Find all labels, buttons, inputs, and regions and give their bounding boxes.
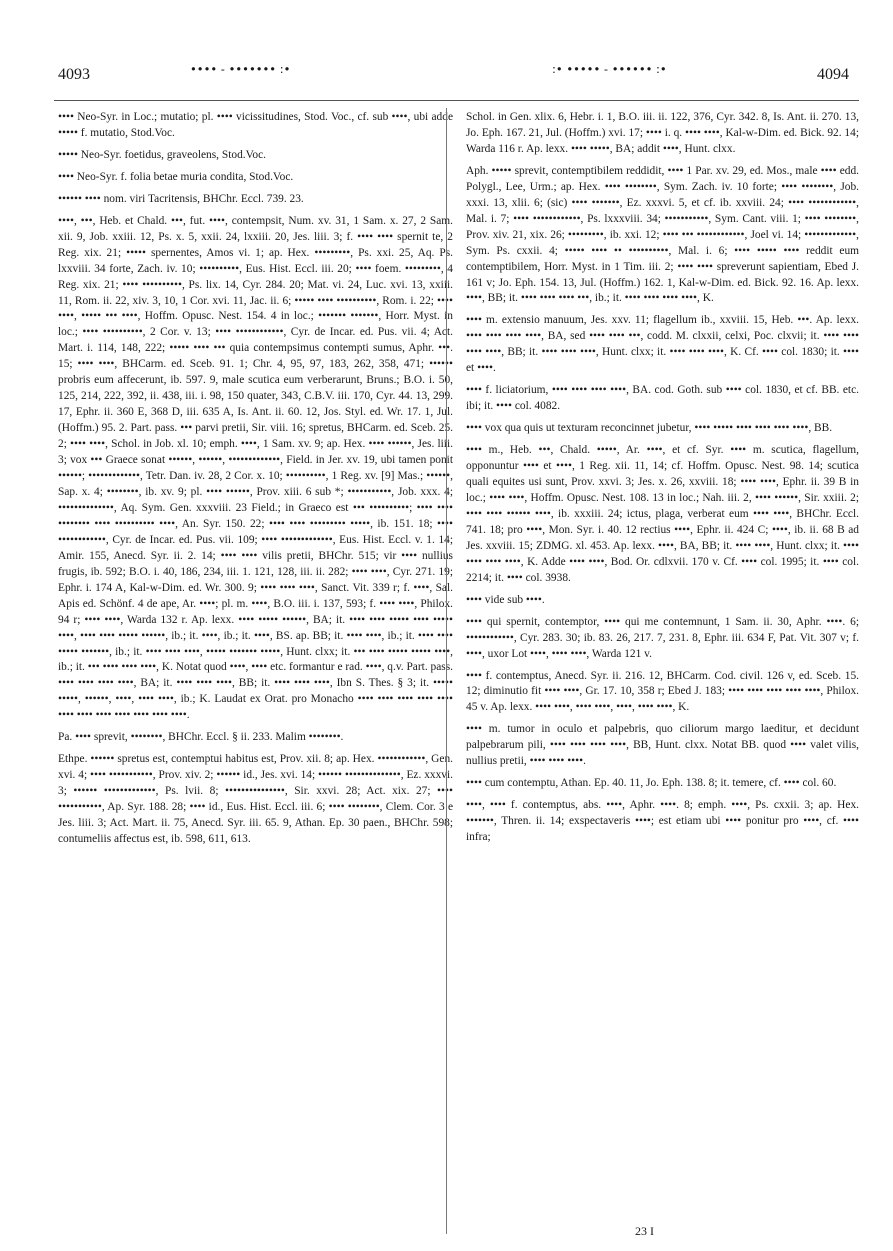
entry: ••••, •••• f. contemptus, abs. ••••, Aphr. ••••. 8; emph. ••••, Ps. cxxii. 3; ap. Hex. •••••••, Thren. ii. 14; exspectaveris ••••; est etiam ubi •••• ponitur pro ••••, cf. •••• infra; <box>466 799 859 844</box>
entry: Aph. ••••• sprevit, contemptibilem reddidit, •••• 1 Par. xv. 29, ed. Mos., male •••• edd. Polygl., Lee, Urm.; ap. Hex. •••• ••••••••, Sym. Zach. iv. 10 forte; •••• ••••••••, Job. xxxi. 13, xlii. 6; (sic) •••• •••••••, Ez. xxxvi. 5, et cf. ib. xxviii. 24; •••• ••••••••••••, Mal. i. 7; •••• ••••••••••••, Ps. lxxxviii. 34; •••••••••••, Sym. Cant. viii. 1; •••• ••••••••, Prov. xiv. 21, xix. 26; •••••••••, ib. xxi. 12; •••• ••• ••••••••••••, Joel vi. 14; •••••••••••••, Sym. Ps. cxxii. 4; ••••• •••• •• ••••••••••, Mal. i. 6; •••• ••••• •••• reddit eum contemptibilem, Horr. Myst. in 1 Tim. iii. 2; •••• •••• spreverunt sapientiam, Ebed J. 161 v; Jo. Eph. 154. 13, Jul. (Hoffm.) 162. 1, Kal-w-Dim. ed. Bick. 92. 16. Ap. lexx. ••••, BB; it. •••• •••• •••• •••, ib.; it. •••• •••• •••• ••••, K. <box>466 164 859 305</box>
page-header <box>54 62 853 96</box>
header-rule <box>54 100 859 101</box>
running-head-left: •••• - ••••••• :• <box>190 62 291 76</box>
entry: •••• m. tumor in oculo et palpebris, quo ciliorum margo laeditur, et decidunt palpebrarum pili, •••• •••• •••• ••••, BB, Hunt. clxx. Notat BB. quod •••• valet vilis, nullius pretii, •••• •••• ••••. <box>466 723 859 768</box>
entry: Pa. •••• sprevit, ••••••••, BHChr. Eccl. § ii. 233. Malim ••••••••. <box>58 731 344 744</box>
entry: •••• m. extensio manuum, Jes. xxv. 11; flagellum ib., xxviii. 15, Heb. •••. Ap. lexx. •••• •••• •••• ••••, BA, sed •••• •••• •••, codd. M. clxxii, celxi, Poc. clxvii; it. •••• •••• •••• ••••, BB; it. •••• •••• ••••, Hunt. clxx; it. •••• •••• ••••, K. Cf. •••• col. 1830; it. •••• et ••••. <box>466 314 859 375</box>
entry: •••• qui spernit, contemptor, •••• qui me contemnunt, 1 Sam. ii. 30, Aphr. ••••. 6; ••••••••••••, Cyr. 283. 30; ib. 83. 26, 217. 7, 231. 8, Ephr. iii. 634 F, Pat. Vit. 307 v; f. ••••, uxor Lot ••••, •••• ••••, Warda 121 v. <box>466 615 859 660</box>
entry: •••••• •••• nom. viri Tacritensis, BHChr. Eccl. 739. 23. <box>58 192 304 205</box>
page-number-left: 4093 <box>58 66 90 83</box>
entry: Ethpe. •••••• spretus est, contemptui habitus est, Prov. xii. 8; ap. Hex. ••••••••••••, Gen. xvi. 4; •••• •••••••••••, Prov. xiv. 2; •••••• id., Jes. xvi. 14; •••••• ••••••••••••••, Ez. xxxvi. 3; •••••• •••••••••••••, Ps. lvii. 8; •••••••••••••••, Sir. xxvi. 28; Act. xix. 27; •••• •••••••••••, Ap. Syr. 188. 28; •••• id., Eus. Hist. Eccl. iii. 6; •••• ••••••••, Clem. Cor. 3 e Jes. liii. 3; Act. Mart. ii. 75, Anecd. Syr. iii. 65. 9, Athan. Ep. 30 paen., BHChr. 598; contumeliis affectus est, ib. 598, 611, 613. <box>58 753 453 845</box>
entry: •••• f. liciatorium, •••• •••• •••• ••••, BA. cod. Goth. sub •••• col. 1830, et cf. BB. etc. ibi; it. •••• col. 4082. <box>466 384 859 413</box>
entry: •••• vide sub ••••. <box>466 593 545 606</box>
entry: Schol. in Gen. xlix. 6, Hebr. i. 1, B.O. iii. ii. 122, 376, Cyr. 342. 8, Is. Ant. ii. 270. 13, Jo. Eph. 167. 21, Jul. (Hoffm.) xvi. 17; •••• i. q. •••• ••••, Kal-w-Dim. ed. Bick. 92. 14; Warda 116 r. Ap. lexx. •••• •••••, BA; addit ••••, Hunt. clxx. <box>466 111 859 155</box>
entry: •••• cum contemptu, Athan. Ep. 40. 11, Jo. Eph. 138. 8; it. temere, cf. •••• col. 60. <box>466 777 837 790</box>
column-right <box>466 110 859 852</box>
column-divider <box>446 108 447 1234</box>
entry: •••• m., Heb. •••, Chald. •••••, Ar. ••••, et cf. Syr. •••• m. scutica, flagellum, opponuntur •••• et ••••, 1 Reg. xii. 11, 14; cf. Hoffm. Opusc. Nest. 98. 14; scutica quali equites usi sunt, Prov. xxvi. 3; Jes. x. 26, xxviii. 18; •••• ••••, Ephr. ii. 39 B in loc.; •••• ••••, Hoffm. Opusc. Nest. 108. 13 in loc.; Nah. iii. 2, •••• ••••••, Sir. xxiii. 2; •••• •••• •••••• ••••, ib. xxxiii. 24; ictus, plaga, verberat eum •••• ••••, BHChr. Eccl. 741. 18; pro ••••, Mon. Syr. i. 40. 12 rectius ••••, Ephr. ii. 424 C; ••••, ib. ii. 68 B ad Jes. xxviii. 15; ZDMG. xl. 453. Ap. lexx. ••••, BA, BB; it. •••• ••••, Hunt. clxx; it. •••• •••• •••• ••••, K. Adde •••• ••••, Bod. Or. cdlxvii. 170 v. Cf. •••• col. 1995; it. •••• col. 2214; it. •••• col. 3938. <box>466 444 859 584</box>
page-number-right: 4094 <box>817 66 849 83</box>
entry: ••••• Neo-Syr. foetidus, graveolens, Stod.Voc. <box>58 148 266 161</box>
running-head-right: :• ••••• - •••••• :• <box>552 62 667 76</box>
entry: •••• Neo-Syr. in Loc.; mutatio; pl. •••• vicissitudines, Stod. Voc., cf. sub ••••, ubi adde ••••• f. mutatio, Stod.Voc. <box>58 111 453 139</box>
entry: ••••, •••, Heb. et Chald. •••, fut. ••••, contempsit, Num. xv. 31, 1 Sam. x. 27, 2 Sam. xii. 9, Job. xxiii. 12, Ps. x. 5, xxii. 24, lxxiii. 20, Jes. liii. 3; f. •••• •••• spernit te, 2 Reg. xix. 21; ••••• spernentes, Amos vi. 1; ap. Hex. •••••••••, Ps. xxi. 25, Aq. Ps. lxxviii. 34 forte, Zach. iv. 10; ••••••••••, Eus. Hist. Eccl. iii. 20; •••• foem. •••••••••, 4 Reg. xix. 21; •••• ••••••••••, Ps. lix. 14, Cyr. 284. 20; Mat. vi. 24, Luc. xvi. 13, xxiii. 11, Rom. ii. 22, xiv. 3, 10, 1 Cor. xvi. 11, Jac. ii. 6; ••••• •••• ••••••••••, Rom. i. 22; •••• ••••, ••••• ••• ••••, Hoffm. Opusc. Nest. 154. 4 in loc.; ••••••• •••••••, Horr. Myst. in loc.; •••• ••••••••••, 2 Cor. v. 13; •••• ••••••••••••, Cyr. de Incar. ed. Pus. vii. 4; Act. Mart. i. 114, 148, 222; ••••• •••• ••• quia contempsimus contempti sumus, Aphr. •••. 15; •••• ••••, BHCarm. ed. Sceb. 91. 1; Chr. 4, 95, 97, 183, 262, 358, 471; •••••• probris eum affecerunt, ib. 597. 9, male scutica eum verberarunt, Bruns.; B.O. i. 50, 125, 214, 222, 392, ii. 438, iii. i. 98, 150 quater, 343, C.B.V. iii. 170, Cyr. 44. 13, 299. 17, Ephr. ii. 360 E, 368 D, iii. 635 A, Is. Ant. ii. 60. 12, Jos. Styl. ed. Wr. 17. 1, Jul. (Hoffm.) 95. 2. Part. pass. ••• parvi pretii, Sir. viii. 16; spretus, BHCarm. ed. Sceb. 25. 2; •••• ••••, Schol. in Job. xl. 10; emph. ••••, 1 Sam. xv. 9; ap. Hex. •••• ••••••, Jes. liii. 3; vox ••• Graece sonat ••••••, ••••••, •••••••••••••, Field. in Jer. xv. 19, ubi tamen ponit ••••••; •••••••••••••, Tetr. Dan. iv. 28, 2 Cor. x. 10; ••••••••••, 1 Reg. xv. [9] Mas.; ••••••, Sap. x. 4; ••••••••, ib. xv. 9; pl. •••• ••••••, Prov. xiii. 6 sub *; •••••••••••, Job. xxx. 4; ••••••••••••••, Aq. Sym. Gen. xxxviii. 23 Field.; in Graeco est ••• ••••••••••; •••• •••• •••••••• •••• •••••••••• ••••, An. Syr. 150. 22; •••• •••• ••••••••• •••••, ib. 151. 18; •••• ••••••••••••, Cyr. de Incar. ed. Pus. vii. 109; •••• •••••••••••••, Eus. Hist. Eccl. v. 1. 14; Amir. 155, Anecd. Syr. ii. 2. 14; •••• •••• vilis pretii, BHChr. 515; vir •••• nullius frugis, ib. 592; B.O. i. 40, 186, 234, iii. 1. 121, 128, iii. ii. 282; •••• ••••, Cyr. 271. 19; Ephr. i. 174 A, Kal-w-Dim. ed. Wr. 300. 9; •••• •••• ••••, Sanct. Vit. 339 r; f. ••••, Sal. Apis ed. Schönf. 4 de ape, Ar. ••••; pl. m. ••••, B.O. iii. i. 137, 593; f. •••• ••••, Philox. 94 r; •••• ••••, Warda 132 r. Ap. lexx. •••• ••••• ••••••, BA; it. •••• •••• ••••• •••• ••••• ••••, •••• •••• ••••• ••••••, ib.; it. ••••, ib.; it. ••••, BS. ap. BB; it. •••• ••••, ib.; it. •••• •••• ••••• •••••••, ib.; it. •••• •••• ••••, ••••• ••••••• •••••, Hunt. clxx; it. ••• •••• ••••• ••••• ••••, ib.; it. ••• •••• •••• ••••, K. Notat quod ••••, •••• etc. formantur e rad. ••••, q.v. Part. pass. •••• •••• •••• ••••, BA; it. •••• •••• ••••, BB; it. •••• •••• ••••, Ibn S. Thes. § 3; it. ••••• •••••, ••••••, ••••, •••• ••••, ib.; K. Laudat ex Orat. pro Monacho •••• •••• •••• •••• •••• •••• •••• •••• •••• •••• •••• ••••. <box>58 214 453 722</box>
entry: •••• vox qua quis ut texturam reconcinnet jubetur, •••• ••••• •••• •••• •••• ••••, BB. <box>466 422 833 435</box>
folio-signature: 23 I <box>635 1224 654 1238</box>
entry: •••• f. contemptus, Anecd. Syr. ii. 216. 12, BHCarm. Cod. civil. 126 v, ed. Sceb. 15. 12; diminutio fit •••• ••••, Gr. 17. 10, 358 r; Ebed J. 183; •••• •••• •••• •••• ••••, Philox. 45 v. Ap. lexx. •••• ••••, •••• ••••, ••••, •••• ••••, K. <box>466 669 859 714</box>
column-left <box>58 110 453 854</box>
entry: •••• Neo-Syr. f. folia betae muria condita, Stod.Voc. <box>58 170 294 183</box>
